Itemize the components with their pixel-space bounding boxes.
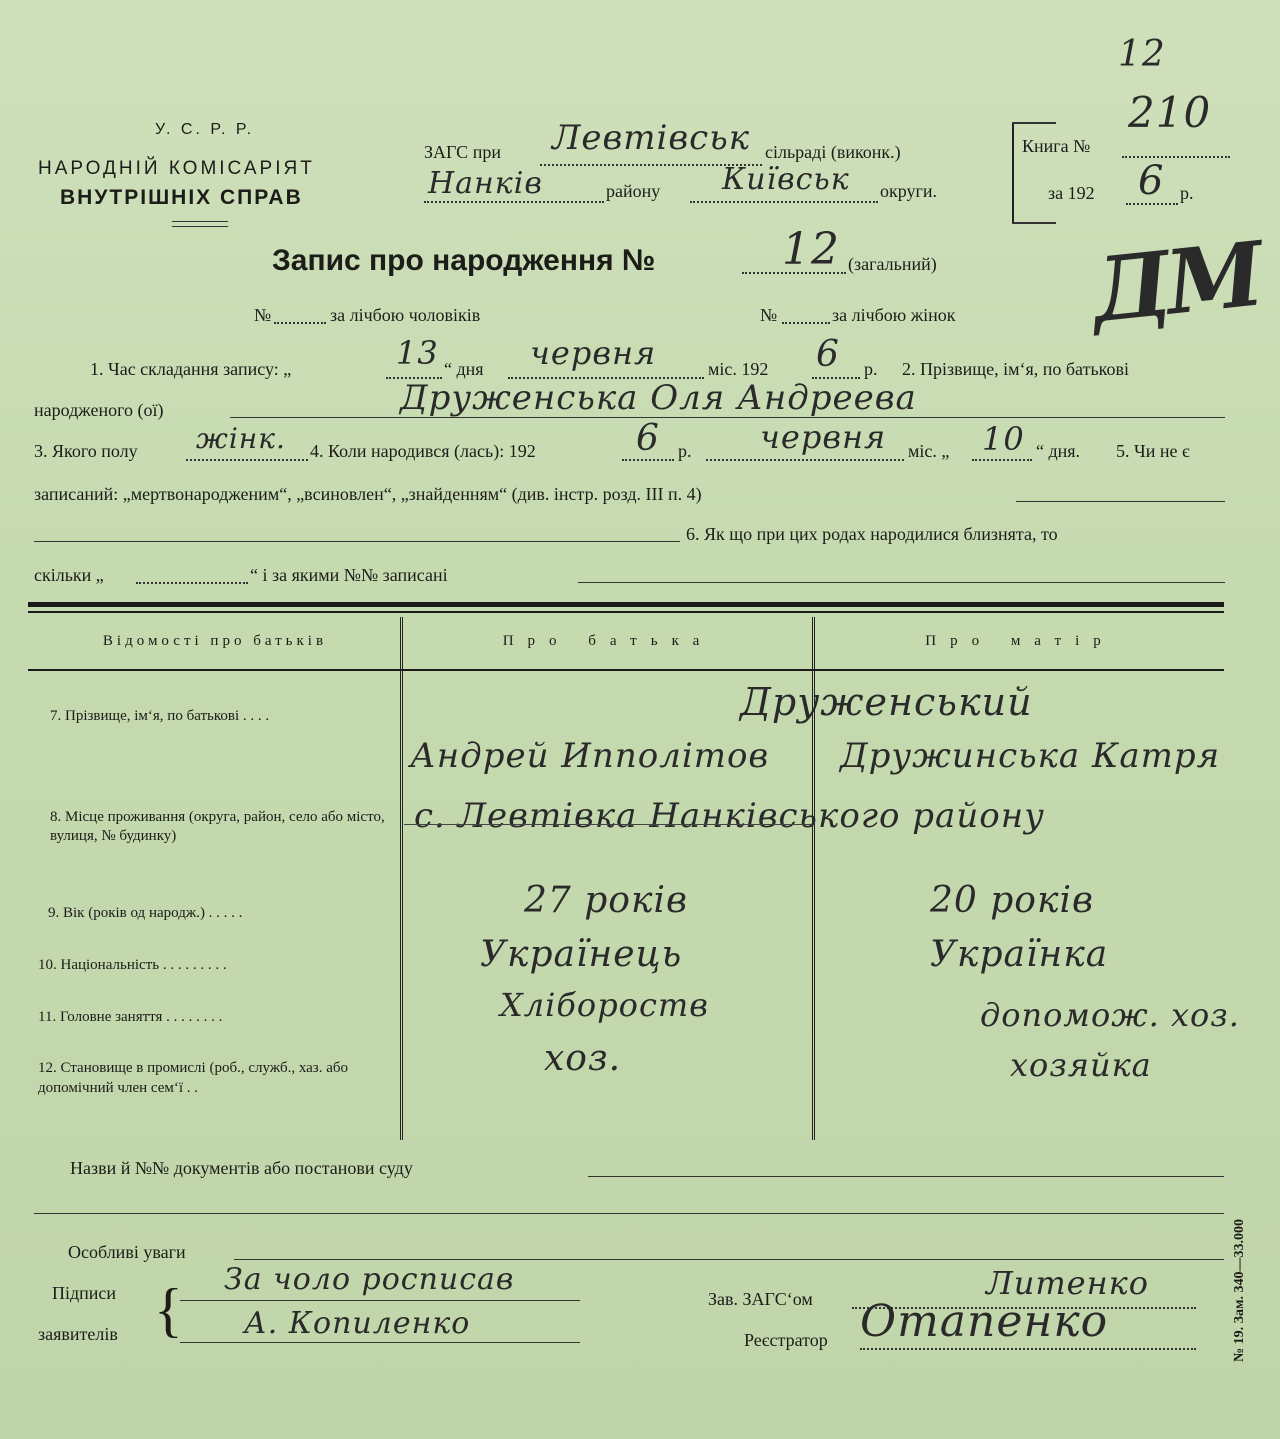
row8-label: 8. Місце проживання (округа, район, село або місто, вулиця, № будинку)	[50, 809, 385, 844]
male-no: №	[254, 305, 272, 325]
row12-father: хоз.	[544, 1038, 622, 1079]
documents-line-2	[34, 1213, 1224, 1214]
item4-year: 6	[636, 418, 660, 459]
documents-label: Назви й №№ документів або постанови суду	[70, 1158, 413, 1178]
item6-label-cont-b: “ і за якими №№ записані	[250, 565, 448, 585]
commissariat-title: НАРОДНІЙ КОМІСАРІЯТ	[38, 158, 315, 179]
item1-year-suffix: р.	[864, 359, 878, 379]
item1-month: червня	[530, 334, 657, 372]
item4-year-suffix: р.	[678, 441, 692, 461]
sign-line-1: За чоло росписав	[224, 1262, 515, 1297]
item6-label-cont-a: скільки „	[34, 565, 104, 585]
item3-line	[186, 459, 308, 461]
item5-label-cont: записаний: „мертвонародженим“, „всиновлен“, „знайденням“ (див. інстр. розд. III п. 4)	[34, 484, 702, 504]
zags-suffix: сільраді (виконк.)	[765, 142, 901, 162]
item5-line-2	[34, 541, 680, 542]
item2-value: Друженська Оля Андреева	[400, 378, 917, 418]
item5-line	[1016, 501, 1225, 502]
female-no: №	[760, 305, 778, 325]
state-abbrev: У. С. Р. Р.	[155, 121, 255, 138]
corner-number: 12	[1118, 34, 1166, 75]
item4-month-suffix: міс. „	[908, 441, 950, 461]
col-header-father: Про батька	[502, 633, 714, 649]
item5-label: 5. Чи не є	[1116, 441, 1190, 461]
row9-father: 27 років	[524, 880, 688, 921]
table-col-divider-1	[400, 617, 403, 1140]
sign-line-2-rule	[180, 1342, 580, 1343]
female-count-label: за лічбою жінок	[832, 305, 956, 325]
item4-year-line	[622, 459, 674, 461]
row12-mother: хозяйка	[1010, 1046, 1152, 1084]
row7-father: Андрей Ипполітов	[410, 736, 770, 776]
item1-label: 1. Час складання запису: „	[90, 359, 292, 379]
row11-label: 11. Головне заняття . . . . . . . .	[38, 1009, 223, 1025]
item2-label: 2. Прізвище, ім‘я, по батькові	[902, 359, 1129, 379]
signatures-label-a: Підписи	[52, 1283, 117, 1303]
sign-line-2: А. Копиленко	[244, 1306, 471, 1341]
row10-father: Українець	[480, 934, 683, 975]
row11-father: Хлібороств	[500, 986, 709, 1024]
okruha-label: округи.	[880, 181, 938, 201]
item1-year: 6	[816, 334, 840, 375]
book-box-bottom	[1012, 222, 1056, 224]
table-top-rule	[28, 602, 1224, 607]
head-label: Зав. ЗАГС‘ом	[708, 1289, 813, 1309]
notes-line	[234, 1259, 1224, 1260]
district-label: району	[606, 181, 661, 201]
row9-mother: 20 років	[930, 880, 1094, 921]
registrar-sign: Отапенко	[860, 1296, 1109, 1347]
father-surname: Друженський	[740, 680, 1033, 724]
item1-day: 13	[396, 334, 439, 372]
zags-village-value: Левтівськ	[552, 118, 751, 158]
male-count-label: за лічбою чоловіків	[330, 305, 481, 325]
signatures-label-b: заявителів	[38, 1324, 118, 1344]
district-line	[424, 201, 604, 203]
item4-month: червня	[760, 418, 887, 456]
okruha-line	[690, 201, 878, 203]
female-count-line	[782, 322, 830, 324]
documents-line	[588, 1176, 1224, 1177]
notes-label: Особливі уваги	[68, 1242, 186, 1262]
item4-month-line	[706, 459, 904, 461]
item4-label: 4. Коли народився (лась): 192	[310, 441, 536, 461]
item1-month-suffix: міс. 192	[708, 359, 769, 379]
book-box-top	[1012, 122, 1056, 124]
year-suffix: р.	[1180, 183, 1194, 203]
item4-day-line	[972, 459, 1032, 461]
table-top-rule-2	[28, 611, 1224, 613]
row7-label: 7. Прізвище, ім‘я, по батькові . . . .	[50, 708, 270, 724]
okruha-value: Київськ	[722, 162, 850, 197]
row8-underline	[404, 824, 812, 825]
item3-label: 3. Якого полу	[34, 441, 138, 461]
record-title: Запис про народження №	[272, 244, 656, 277]
row11-mother: допомож. хоз.	[980, 996, 1240, 1034]
header-divider-2	[172, 226, 228, 227]
sign-line-1-rule	[180, 1300, 580, 1301]
corner-signature: ДМ	[1087, 221, 1265, 343]
male-count-line	[274, 322, 326, 324]
book-value: 210	[1128, 88, 1212, 137]
row7-mother: Дружинська Катря	[840, 736, 1221, 776]
item1-day-suffix: “ дня	[444, 359, 484, 379]
item4-day-suffix: “ дня.	[1036, 441, 1081, 461]
item3-value: жінк.	[196, 422, 286, 455]
head-sign: Литенко	[986, 1264, 1150, 1302]
row12-label: 12. Становище в промислі (роб., служб., хаз. або допомічний член сем‘ї . .	[38, 1060, 348, 1096]
print-code: № 19. Зам. 340—33.000	[1232, 1219, 1247, 1362]
row9-label: 9. Вік (років од народж.) . . . . .	[48, 905, 243, 921]
ministry-title: ВНУТРІШНІХ СПРАВ	[60, 186, 303, 209]
registrar-line	[860, 1348, 1196, 1350]
record-number: 12	[782, 224, 840, 275]
book-label: Книга №	[1022, 136, 1091, 156]
district-value: Нанків	[428, 166, 543, 201]
row10-label: 10. Національність . . . . . . . . .	[38, 957, 227, 973]
col-header-info: Відомості про батьків	[102, 633, 328, 649]
item6-label: 6. Як що при цих родах народилися близнята, то	[686, 524, 1058, 544]
item2-label-cont: народженого (ої)	[34, 400, 164, 420]
col-header-mother: Про матір	[925, 633, 1115, 649]
year-value: 6	[1138, 158, 1165, 204]
book-box-left	[1012, 122, 1014, 224]
row10-mother: Українка	[930, 934, 1109, 975]
item4-day: 10	[982, 420, 1025, 458]
item6-count-line	[136, 582, 248, 584]
item6-line	[578, 582, 1225, 583]
table-header-rule	[28, 669, 1224, 671]
record-general-label: (загальний)	[848, 254, 937, 274]
year-label: за 192	[1048, 183, 1095, 203]
zags-prefix: ЗАГС при	[424, 142, 501, 162]
header-divider	[172, 221, 228, 222]
row8-father: с. Левтівка Нанківського району	[414, 796, 1045, 836]
signatures-brace: {	[154, 1277, 183, 1343]
registrar-label: Реєстратор	[744, 1330, 828, 1350]
